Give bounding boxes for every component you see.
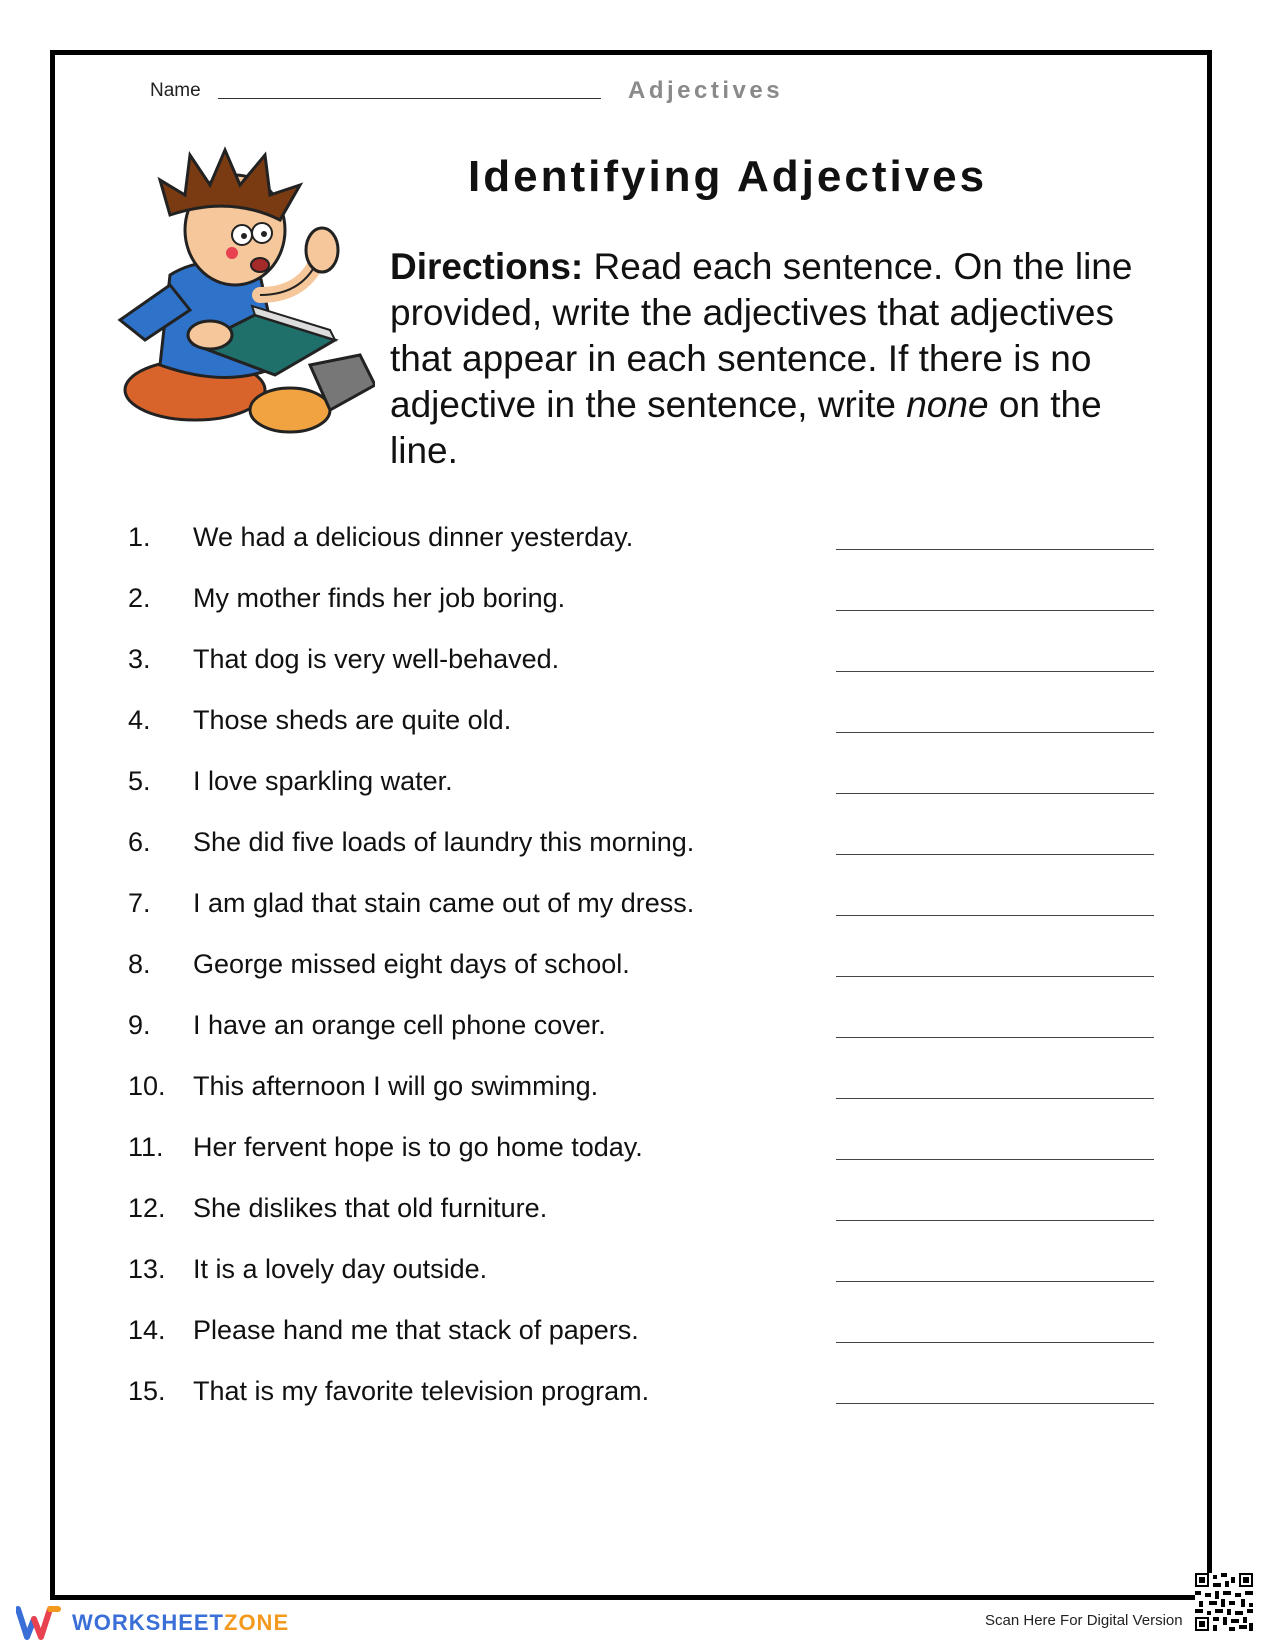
list-item	[0, 1254, 1275, 1316]
item-sentence: I am glad that stain came out of my dress.	[193, 888, 695, 918]
item-number: 10.	[128, 1071, 166, 1101]
answer-line[interactable]	[836, 671, 1154, 672]
answer-line[interactable]	[836, 1098, 1154, 1099]
item-number: 9.	[128, 1010, 151, 1040]
list-item	[0, 1010, 1275, 1072]
answer-line[interactable]	[836, 732, 1154, 733]
item-sentence: That dog is very well-behaved.	[193, 644, 560, 674]
brand-logo[interactable]	[16, 1603, 289, 1643]
answer-line[interactable]	[836, 1403, 1154, 1404]
subject-header: Adjectives	[628, 77, 784, 104]
answer-line[interactable]	[836, 976, 1154, 977]
item-sentence: That is my favorite television program.	[193, 1376, 650, 1406]
list-item	[0, 1071, 1275, 1133]
answer-line[interactable]	[836, 610, 1154, 611]
item-number: 2.	[128, 583, 151, 613]
brand-name: WORKSHEETZONE	[72, 1610, 290, 1635]
directions-emphasis: none	[906, 384, 989, 425]
item-sentence: She dislikes that old furniture.	[193, 1193, 548, 1223]
name-label: Name	[150, 80, 201, 101]
item-sentence: She did five loads of laundry this morning.	[193, 827, 695, 857]
worksheetzone-w-logo-icon	[16, 1605, 64, 1641]
item-sentence: This afternoon I will go swimming.	[193, 1071, 599, 1101]
answer-line[interactable]	[836, 1159, 1154, 1160]
item-number: 6.	[128, 827, 151, 857]
item-number: 1.	[128, 522, 151, 552]
list-item	[0, 827, 1275, 889]
list-item	[0, 522, 1275, 584]
item-number: 8.	[128, 949, 151, 979]
item-sentence: We had a delicious dinner yesterday.	[193, 522, 634, 552]
item-number: 13.	[128, 1254, 166, 1284]
item-number: 3.	[128, 644, 151, 674]
item-sentence: It is a lovely day outside.	[193, 1254, 488, 1284]
item-number: 4.	[128, 705, 151, 735]
answer-line[interactable]	[836, 915, 1154, 916]
item-number: 14.	[128, 1315, 166, 1345]
list-item	[0, 1376, 1275, 1438]
item-sentence: Please hand me that stack of papers.	[193, 1315, 639, 1345]
list-item	[0, 1315, 1275, 1377]
item-number: 7.	[128, 888, 151, 918]
directions-label: Directions:	[390, 246, 584, 287]
item-sentence: George missed eight days of school.	[193, 949, 630, 979]
list-item	[0, 888, 1275, 950]
list-item	[0, 583, 1275, 645]
item-number: 12.	[128, 1193, 166, 1223]
item-number: 11.	[128, 1132, 164, 1162]
item-sentence: I have an orange cell phone cover.	[193, 1010, 606, 1040]
item-sentence: Her fervent hope is to go home today.	[193, 1132, 643, 1162]
answer-line[interactable]	[836, 793, 1154, 794]
item-number: 5.	[128, 766, 151, 796]
list-item	[0, 705, 1275, 767]
answer-line[interactable]	[836, 1281, 1154, 1282]
qr-code-icon[interactable]	[1195, 1573, 1253, 1631]
list-item	[0, 766, 1275, 828]
list-item	[0, 1132, 1275, 1194]
answer-line[interactable]	[836, 854, 1154, 855]
answer-line[interactable]	[836, 1220, 1154, 1221]
answer-line[interactable]	[836, 1037, 1154, 1038]
list-item	[0, 1193, 1275, 1255]
page-title: Identifying Adjectives	[468, 152, 988, 201]
list-item	[0, 644, 1275, 706]
answer-line[interactable]	[836, 1342, 1154, 1343]
scan-text: Scan Here For Digital Version	[985, 1612, 1183, 1629]
list-item	[0, 949, 1275, 1011]
directions-text-end: on the line.	[390, 384, 1102, 471]
item-number: 15.	[128, 1376, 166, 1406]
item-sentence: My mother finds her job boring.	[193, 583, 566, 613]
answer-line[interactable]	[836, 549, 1154, 550]
directions-text: Read each sentence. On the line provided, write the adjectives that adjectives that appear in each sentence. If there is no adjective in the sentence, write	[390, 246, 1133, 425]
item-sentence: Those sheds are quite old.	[193, 705, 512, 735]
item-sentence: I love sparkling water.	[193, 766, 453, 796]
